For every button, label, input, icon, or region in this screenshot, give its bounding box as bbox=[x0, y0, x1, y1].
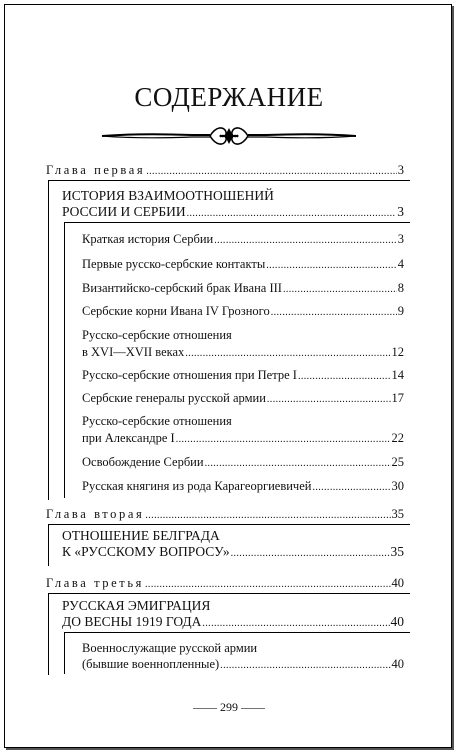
toc-entry-title: в XVI—XVII веках bbox=[82, 345, 185, 359]
toc-entry-page: 40 bbox=[391, 576, 404, 590]
toc-entry-title: Глава третья bbox=[46, 576, 145, 590]
toc-entry-title: Глава вторая bbox=[46, 507, 145, 521]
toc-entry-page: 3 bbox=[397, 204, 404, 219]
toc-entry-page: 4 bbox=[397, 257, 404, 271]
toc-entry-title: Глава первая bbox=[46, 163, 146, 177]
toc-entry-page: 3 bbox=[397, 163, 404, 177]
toc-entry-page: 35 bbox=[390, 544, 404, 559]
toc-entry-title: Первые русско-сербские контакты bbox=[82, 257, 266, 271]
toc-entry-title-line1: Военнослужащие русской армии bbox=[82, 641, 258, 655]
toc-entry-section[interactable] bbox=[62, 204, 404, 221]
toc-entry-title: ДО ВЕСНЫ 1919 ГОДА bbox=[62, 614, 202, 629]
toc-entry-chapter-3[interactable] bbox=[46, 576, 404, 592]
toc-entry-title-line1: РУССКАЯ ЭМИГРАЦИЯ bbox=[62, 598, 211, 613]
section-rule bbox=[64, 632, 410, 633]
toc-entry-title-line1: Русско-сербские отношения bbox=[82, 328, 232, 342]
toc-entry-item[interactable] bbox=[82, 281, 404, 297]
toc-entry-title: Освобождение Сербии bbox=[82, 455, 204, 469]
page-number: 299 bbox=[220, 700, 238, 714]
dot-leader bbox=[267, 392, 391, 407]
section-bracket bbox=[64, 632, 65, 674]
dot-leader bbox=[220, 658, 390, 673]
toc-entry-title: Византийско-сербский брак Ивана III bbox=[82, 281, 282, 295]
dot-leader bbox=[146, 164, 397, 179]
footer-dash-right: —— bbox=[241, 700, 265, 714]
toc-entry-page: 3 bbox=[397, 232, 404, 246]
chapter-bracket bbox=[48, 180, 49, 500]
toc-entry-item[interactable] bbox=[82, 657, 404, 673]
section-rule bbox=[64, 222, 410, 223]
toc-entry-title: Краткая история Сербии bbox=[82, 232, 214, 246]
toc-entry-page: 9 bbox=[397, 304, 404, 318]
toc-entry-item[interactable] bbox=[82, 232, 404, 248]
toc-entry-title-line1: Русско-сербские отношения bbox=[82, 414, 232, 428]
chapter-rule bbox=[48, 593, 410, 594]
toc-entry-title: (бывшие военнопленные) bbox=[82, 657, 220, 671]
dot-leader bbox=[187, 206, 397, 221]
dot-leader bbox=[176, 432, 391, 447]
page-title: СОДЕРЖАНИЕ bbox=[134, 82, 324, 112]
toc-entry-title: при Александре I bbox=[82, 431, 175, 445]
dot-leader bbox=[283, 282, 397, 297]
footer-dash-left: —— bbox=[193, 700, 217, 714]
toc-entry-title: Сербские генералы русской армии bbox=[82, 391, 266, 405]
toc-entry-item[interactable] bbox=[82, 479, 404, 495]
toc-entry-title: К «РУССКОМУ ВОПРОСУ» bbox=[62, 544, 230, 559]
toc-entry-item[interactable] bbox=[82, 391, 404, 407]
dot-leader bbox=[214, 233, 397, 248]
dot-leader bbox=[231, 546, 390, 561]
toc-entry-title: РОССИИ И СЕРБИИ bbox=[62, 204, 186, 219]
toc-entry-title-line1: ОТНОШЕНИЕ БЕЛГРАДА bbox=[62, 528, 220, 543]
toc-entry-chapter-1[interactable] bbox=[46, 163, 404, 179]
dot-leader bbox=[145, 577, 390, 592]
dot-leader bbox=[145, 508, 390, 523]
toc-entry-section[interactable] bbox=[62, 544, 404, 561]
toc-entry-title-line1: ИСТОРИЯ ВЗАИМООТНОШЕНИЙ bbox=[62, 188, 274, 203]
toc-entry-page: 40 bbox=[390, 614, 404, 629]
toc-entry-page: 25 bbox=[391, 455, 404, 469]
chapter-bracket bbox=[48, 524, 49, 566]
toc-entry-title: Русско-сербские отношения при Петре I bbox=[82, 368, 297, 382]
dot-leader bbox=[185, 346, 390, 361]
toc-entry-page: 17 bbox=[391, 391, 404, 405]
toc-entry-item[interactable] bbox=[82, 368, 404, 384]
toc-entry-title: Русская княгиня из рода Карагеоргиевичей bbox=[82, 479, 312, 493]
toc-entry-item[interactable] bbox=[82, 257, 404, 273]
toc-entry-page: 30 bbox=[391, 479, 404, 493]
toc-entry-item[interactable] bbox=[82, 431, 404, 447]
toc-entry-page: 8 bbox=[397, 281, 404, 295]
toc-entry-item[interactable] bbox=[82, 304, 404, 320]
dot-leader bbox=[271, 305, 397, 320]
dot-leader bbox=[298, 369, 391, 384]
chapter-bracket bbox=[48, 593, 49, 675]
toc-entry-page: 12 bbox=[391, 345, 404, 359]
dot-leader bbox=[205, 456, 391, 471]
toc-entry-item[interactable] bbox=[82, 455, 404, 471]
toc-entry-page: 14 bbox=[391, 368, 404, 382]
toc-entry-page: 35 bbox=[391, 507, 404, 521]
dot-leader bbox=[266, 258, 397, 273]
toc-entry-page: 40 bbox=[391, 657, 404, 671]
toc-entry-page: 22 bbox=[391, 431, 404, 445]
page-number-footer bbox=[0, 700, 458, 715]
section-bracket bbox=[64, 222, 65, 498]
decorative-divider-ornament bbox=[100, 124, 358, 148]
toc-entry-chapter-2[interactable] bbox=[46, 507, 404, 523]
chapter-rule bbox=[48, 180, 410, 181]
toc-entry-section[interactable] bbox=[62, 614, 404, 631]
toc-entry-item[interactable] bbox=[82, 345, 404, 361]
dot-leader bbox=[202, 616, 389, 631]
chapter-rule bbox=[48, 524, 410, 525]
dot-leader bbox=[312, 480, 390, 495]
toc-entry-title: Сербские корни Ивана IV Грозного bbox=[82, 304, 270, 318]
